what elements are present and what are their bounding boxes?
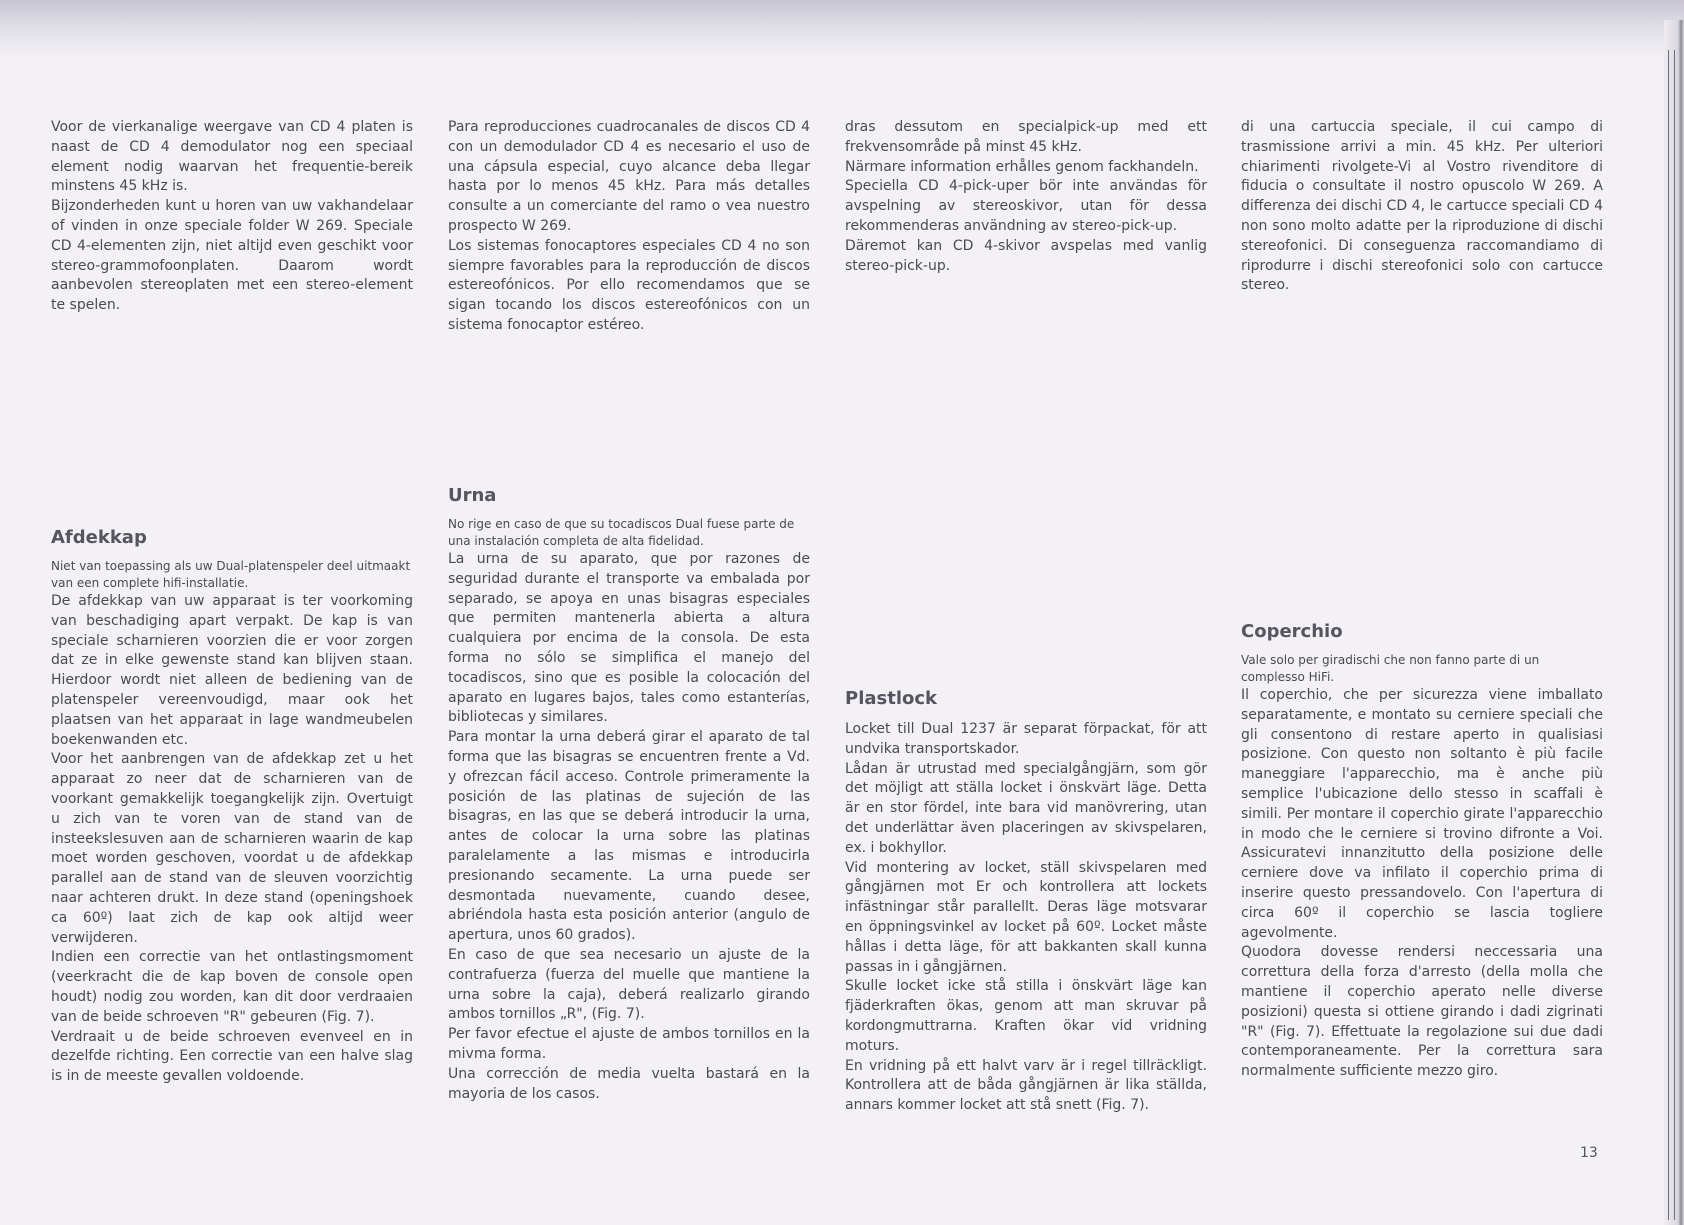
section-body: De afdekkap van uw apparaat is ter voorkoming van beschadiging apart verpakt. De kap is van speciale scharnieren voorzien die er voor zorgen dat ze in elke gewenste stand kan blijven staan. Hierdoor wordt niet alleen de bediening van de platenspeler vereenvoudigd, maar ook het plaatsen van het apparaat in lage wandmeubelen boekenwanden etc. Voor het aanbrengen van de afdekkap zet u het apparaat zo neer dat de scharnieren van de voorkant gemakkelijk toegangkelijk zijn. Overtuigt u zich van te voren van de stand van de insteekslesuven aan de scharnieren waarin de kap moet worden geschoven, voordat u de afdekkap parallel aan de stand van de sleuven voorzichtig naar achteren drukt. In deze stand (openingshoek ca 60º) laat zich de kap ook altijd weer verwijderen. Indien een correctie van het ontlastingsmoment (veerkracht die de kap boven de console open houdt) nodig zou worden, kan dit door verdraaien van de beide schroeven "R" gebeuren (Fig. 7). Verdraait u de beide schroeven evenveel en in dezelfde richting. Een correctie van een halve slag is in de meeste gevallen voldoende. — [51, 593, 413, 1085]
section-heading-urna: Urna — [448, 485, 497, 506]
section-note: No rige en caso de que su tocadiscos Dual fuese parte de una instalación completa de alta fidelidad. — [448, 517, 795, 548]
intro-text: dras dessutom en specialpick-up med ett frekvensområde på minst 45 kHz. Närmare information erhålles genom fackhandeln. Speciella CD 4-pick-uper bör inte användas för avspelning av stereoskivor, utan för dessa rekommenderas användning av stereo-pick-up. Däremot kan CD 4-skivor avspelas med vanlig stereo-pick-up. — [845, 119, 1207, 274]
section-body: Il coperchio, che per sicurezza viene imballato separatamente, e montato su cerniere speciali che gli consentono di restare aperto in qualisiasi posizione. Con questo non soltanto è più facile maneggiare l'apparecchio, ma è anche più semplice l'ubicazione dello stesso in scaffali è simili. Per montare il coperchio girate l'apparecchio in modo che le cerniere si trovino difronte a Voi. Assicuratevi innanzitutto della posizione delle cerniere dove va infilato il coperchio prima di inserire questo pressandovelo. Con l'apertura di circa 60º il coperchio se lascia togliere agevolmente. Quodora dovesse rendersi neccessaria una correttura della forza d'arresto (della molla che mantiene il coperchio aperato nelle diverse posizioni) questa si ottiene girando i dadi zigrinati "R" (Fig. 7). Effettuate la regolazione sui due dadi contemporaneamente. Per la correttura sara normalmente sufficiente mezzo giro. — [1241, 687, 1603, 1080]
section-note: Niet van toepassing als uw Dual-platenspeler deel uitmaakt van een complete hifi-installatie. — [51, 559, 411, 590]
section-heading-afdekkap: Afdekkap — [51, 527, 147, 548]
intro-text: Voor de vierkanalige weergave van CD 4 platen is naast de CD 4 demodulator nog een speciaal element nodig waarvan het frequentie-bereik minstens 45 kHz is. Bijzonderheden kunt u horen van uw vakhandelaar of vinden in onze speciale folder W 269. Speciale CD 4-elementen zijn, niet altijd even geschikt voor stereo-grammofoonplaten. Daarom wordt aanbevolen stereoplaten met een stereo-element te spelen. — [51, 119, 413, 314]
intro-text: di una cartuccia speciale, il cui campo di trasmissione arrivi a min. 45 kHz. Per ulteriori chiarimenti rivolgete-Vi al Vostro rivenditore di fiducia o consultate il nostro opuscolo W 269. A differenza dei dischi CD 4, le cartucce speciali CD 4 non sono molto adatte per la riproduzione di dischi stereofonici. Di conseguenza raccomandiamo di riprodurre i dischi stereofonici solo con cartucce stereo. — [1241, 119, 1603, 294]
section-afdekkap — [51, 558, 413, 1138]
section-plastlock — [845, 720, 1207, 1140]
section-body: Locket till Dual 1237 är separat förpackat, för att undvika transportskador. Lådan är utrustad med specialgångjärn, som gör det möjligt att ställa locket i önskvärt läge. Detta är en stor fördel, inte bara vid manövrering, utan det underlättar även placeringen av skivspelaren, ex. i bokhyllor. Vid montering av locket, ställ skivspelaren med gångjärnen mot Er och kontrollera att lockets infästningar står parallellt. Deras läge motsvarar en öppningsvinkel av locket på 60º. Locket måste hållas i detta läge, för att bakkanten skall kunna passas in i gångjärnen. Skulle locket icke stå stilla i önskvärt läge kan fjäderkraften ökas, genom att man skruvar på kordongmuttrarna. Kraften ökar vid vridning moturs. En vridning på ett halvt varv är i regel tillräckligt. Kontrollera att de båda gångjärnen är lika ställda, annars kommer locket att stå snett (Fig. 7). — [845, 721, 1207, 1114]
section-urna — [448, 516, 810, 1136]
binding-line — [1668, 50, 1669, 1220]
section-coperchio — [1241, 652, 1603, 1142]
page-number: 13 — [1580, 1145, 1598, 1161]
intro-text: Para reproducciones cuadrocanales de discos CD 4 con un demodulador CD 4 es necesario el uso de una cápsula especial, cuyo alcance deba llegar hasta por lo menos 45 kHz. Para más detalles consulte a un comerciante del ramo o vea nuestro prospecto W 269. Los sistemas fonocaptores especiales CD 4 no son siempre favorables para la reproducción de discos estereofónicos. Por ello recomendamos que se sigan tocando los discos estereofónicos con un sistema fonocaptor estéreo. — [448, 119, 810, 333]
section-heading-coperchio: Coperchio — [1241, 621, 1343, 642]
section-heading-plastlock: Plastlock — [845, 688, 938, 709]
section-note: Vale solo per giradischi che non fanno parte di un complesso HiFi. — [1241, 653, 1540, 684]
page-top-shadow — [0, 0, 1684, 58]
binding-line — [1674, 50, 1675, 1220]
section-body: La urna de su aparato, que por razones de seguridad durante el transporte va embalada por separado, se apoya en unas bisagras especiales que permiten mantenerla abierta a altura cualquiera por encima de la consola. De esta forma no sólo se simplifica el manejo del tocadiscos, sino que es posible la colocación del aparato en lugares bajos, tales como estanterías, bibliotecas y similares. Para montar la urna deberá girar el aparato de tal forma que las bisagras se encuentren frente a Vd. y ofrezcan fácil acceso. Controle primeramente la posición de las platinas de sujeción de las bisagras, en las que se deberá introducir la urna, antes de colocar la urna sobre las platinas paralelamente a las mismas e introducirla presionando secamente. La urna puede ser desmontada nuevamente, cuando desee, abriéndola hasta esta posición anterior (angulo de apertura, unos 60 grados). En caso de que sea necesario un ajuste de la contrafuerza (fuerza del muelle que mantiene la urna sobre la caja), deberá realizarlo girando ambos tornillos „R", (Fig. 7). Per favor efectue el ajuste de ambos tornillos en la mivma forma. Una corrección de media vuelta bastará en la mayoria de los casos. — [448, 551, 810, 1102]
